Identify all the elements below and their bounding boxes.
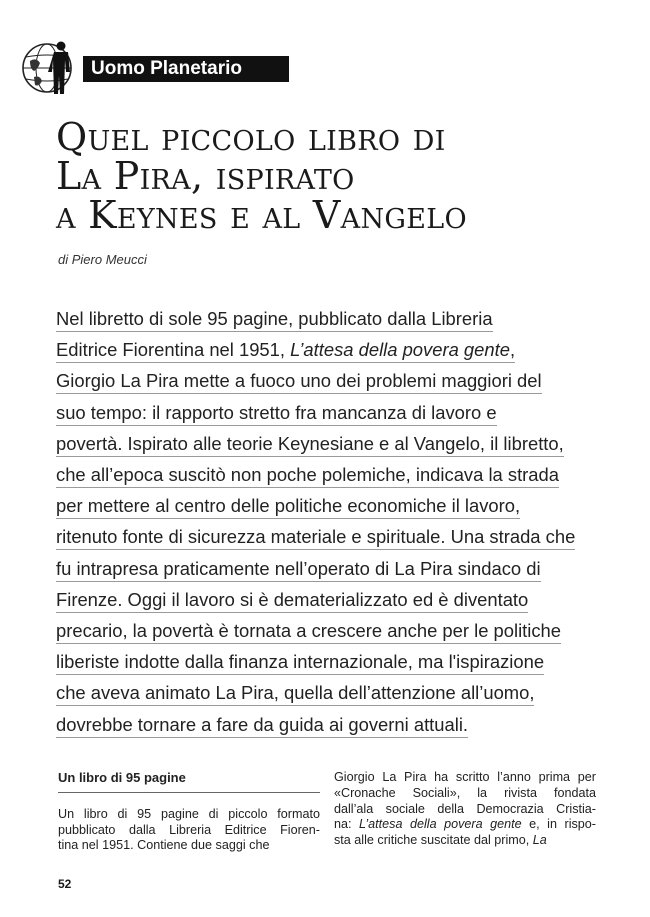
text-line — [56, 459, 576, 490]
text-run: povertà. Ispirato alle teorie Keynesiane e al Vangelo, il libretto, — [56, 432, 564, 454]
left-column-text — [58, 807, 320, 854]
text-line — [56, 584, 576, 615]
byline: di Piero Meucci — [58, 252, 147, 267]
text-line — [56, 428, 576, 459]
section-label: Uomo Planetario — [83, 56, 289, 82]
text-run: Giorgio La Pira mette a fuoco uno dei problemi maggiori del — [56, 370, 542, 392]
section-header — [20, 37, 310, 99]
text-line — [56, 397, 576, 428]
text-line — [334, 802, 596, 818]
text-line — [56, 553, 576, 584]
title-line: Quel piccolo libro di — [56, 115, 446, 159]
text-line — [334, 833, 596, 849]
text-line — [56, 334, 576, 365]
italic-title: La — [532, 833, 547, 848]
text-run: dall’ala sociale della Democrazia Cristia- — [334, 801, 596, 816]
title-line: La Pira, ispirato — [56, 154, 355, 198]
text-line — [58, 807, 320, 823]
italic-title: L’attesa della povera gente — [359, 817, 522, 832]
text-line — [58, 823, 320, 839]
subhead: Un libro di 95 pagine — [58, 770, 320, 793]
text-line — [56, 615, 576, 646]
text-line — [56, 365, 576, 396]
text-run: Firenze. Oggi il lavoro si è dematerializzato ed è diventato — [56, 588, 529, 610]
text-run: tina nel 1951. Contiene due saggi che — [58, 838, 270, 853]
right-column — [334, 770, 596, 849]
text-run: , — [509, 339, 516, 361]
text-line — [334, 770, 596, 786]
text-line — [56, 521, 576, 552]
lead-paragraph — [56, 303, 576, 740]
text-run: e, in rispo- — [521, 817, 596, 832]
text-line — [56, 677, 576, 708]
text-run: per mettere al centro delle politiche economiche il lavoro, — [56, 495, 521, 517]
text-run: pubblicato dalla Libreria Editrice Fioren- — [58, 822, 320, 837]
text-run: che all’epoca suscitò non poche polemiche, indicava la strada — [56, 464, 559, 486]
text-line — [56, 646, 576, 677]
globe-man-icon — [20, 37, 82, 99]
text-run: Editrice Fiorentina nel 1951, — [56, 339, 291, 361]
text-run: suo tempo: il rapporto stretto fra mancanza di lavoro e — [56, 401, 497, 423]
text-line — [334, 817, 596, 833]
right-column-text — [334, 770, 596, 849]
text-run: precario, la povertà è tornata a crescere anche per le politiche — [56, 620, 562, 642]
text-run: liberiste indotte dalla finanza internazionale, ma l'ispirazione — [56, 651, 545, 673]
text-line — [56, 490, 576, 521]
text-run: Un libro di 95 pagine di piccolo formato — [58, 806, 320, 821]
left-column — [58, 770, 320, 854]
text-run: na: — [334, 817, 360, 832]
title-line: a Keynes e al Vangelo — [56, 193, 467, 237]
text-line — [56, 303, 576, 334]
text-run: sta alle critiche suscitate dal primo, — [334, 833, 533, 848]
text-run: che aveva animato La Pira, quella dell’attenzione all’uomo, — [56, 682, 535, 704]
page-number: 52 — [58, 877, 72, 891]
text-line — [58, 838, 320, 854]
text-run: dovrebbe tornare a fare da guida ai governi attuali. — [56, 713, 469, 735]
text-line — [334, 786, 596, 802]
text-run: «Cronache Sociali», la rivista fondata — [334, 785, 596, 800]
italic-title: L’attesa della povera gente — [290, 339, 510, 361]
text-run: fu intrapresa praticamente nell’operato di La Pira sindaco di — [56, 557, 541, 579]
text-run: Nel libretto di sole 95 pagine, pubblicato dalla Libreria — [56, 308, 493, 329]
article-title — [56, 115, 616, 237]
text-line — [56, 709, 576, 740]
text-run: ritenuto fonte di sicurezza materiale e spirituale. Una strada che — [56, 526, 576, 548]
text-run: Giorgio La Pira ha scritto l’anno prima per — [334, 770, 596, 784]
